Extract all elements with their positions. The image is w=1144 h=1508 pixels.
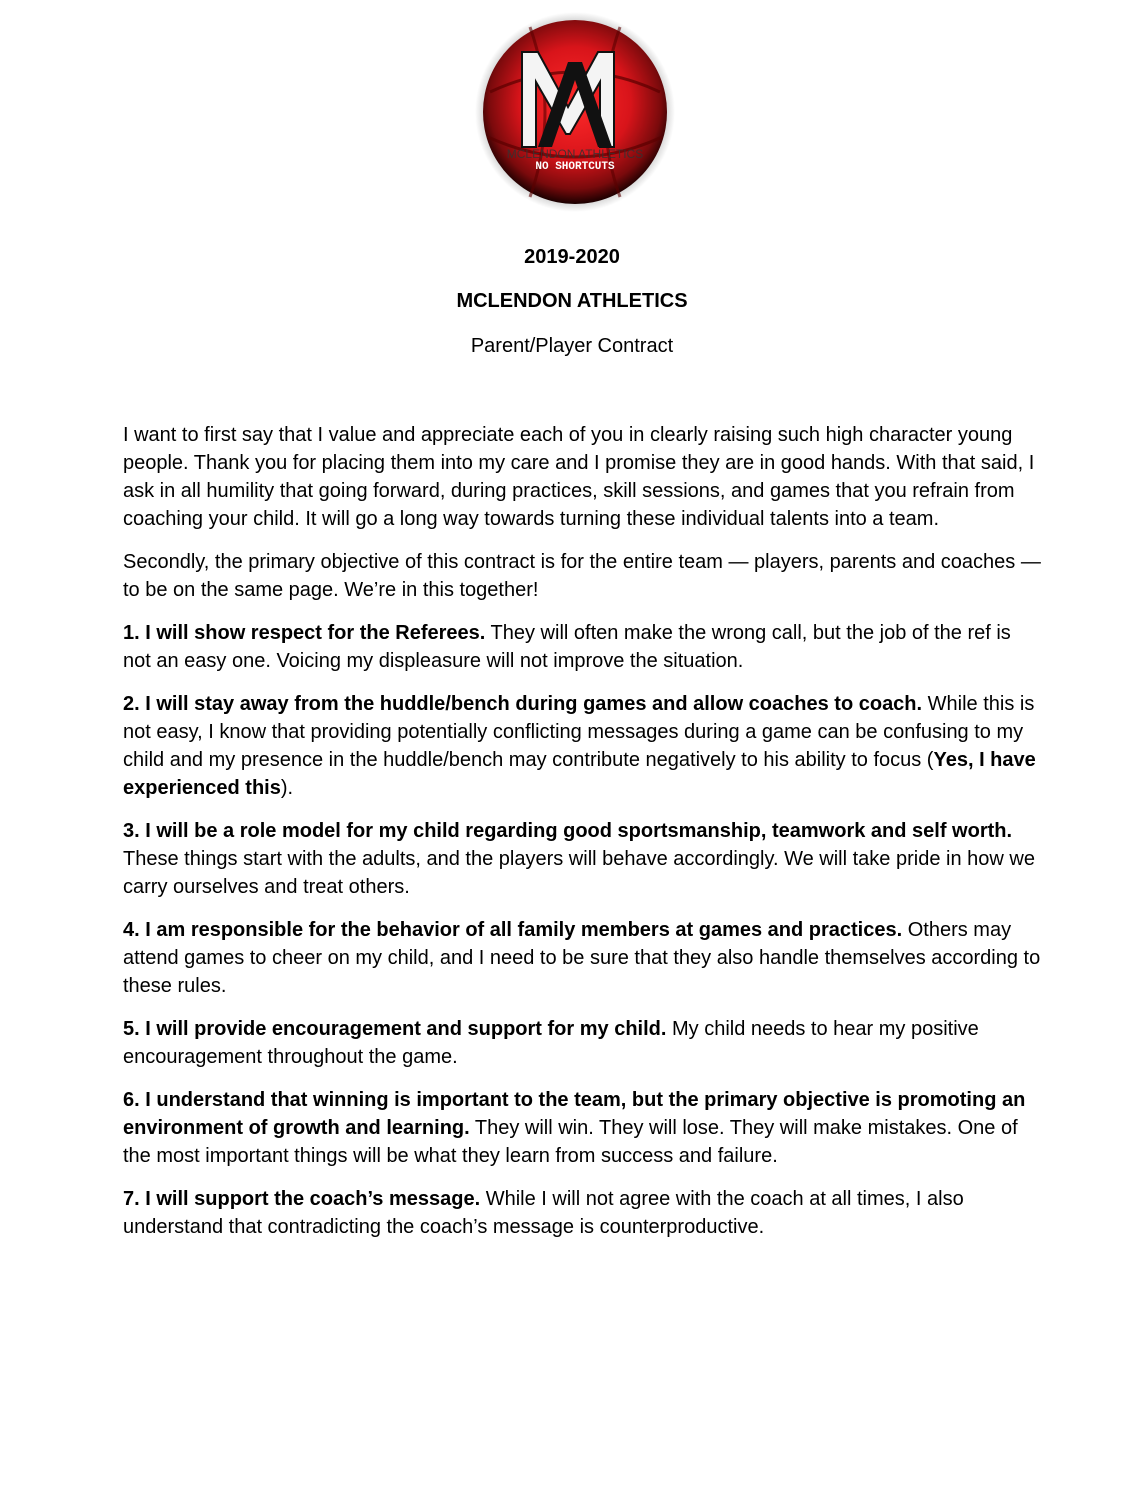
basketball-logo-icon — [470, 12, 680, 212]
rule-5-heading: 5. I will provide encouragement and support for my child. — [123, 1018, 667, 1040]
document-title: Parent/Player Contract — [470, 335, 674, 357]
rule-2-suffix: ). — [280, 777, 294, 799]
rule-7-heading: 7. I will support the coach’s message. — [123, 1188, 481, 1210]
logo-ring-text: MCLENDON ATHLETICS — [506, 147, 644, 161]
rule-3-text: These things start with the adults, and the players will behave accordingly. We will take pride in how we carry ourselves and treat others. — [123, 848, 1035, 898]
rule-2-text: While this is not easy, I know that providing potentially conflicting messages during a game can be confusing to my child and my presence in the huddle/bench may contribute negatively to his ability to focus ( — [123, 693, 1035, 771]
mclendon-athletics-logo — [470, 12, 680, 212]
rule-5 — [123, 1015, 1043, 1071]
rule-3 — [123, 817, 1043, 901]
rule-2-heading: 2. I will stay away from the huddle/bench during games and allow coaches to coach. — [123, 693, 923, 715]
rule-6-text: They will win. They will lose. They will make mistakes. One of the most important things will be what they learn from success and failure. — [123, 1117, 1018, 1167]
rule-1 — [123, 619, 1043, 675]
rule-2-emphasis: Yes, I have experienced this — [123, 749, 1036, 799]
rule-1-text: They will often make the wrong call, but the job of the ref is not an easy one. Voicing my displeasure will not improve the situation. — [123, 622, 1011, 672]
rule-2 — [123, 690, 1043, 802]
rule-4 — [123, 916, 1043, 1000]
intro-paragraph-2: Secondly, the primary objective of this contract is for the entire team — players, parents and coaches — to be on the same page. We’re in this together! — [123, 551, 1041, 601]
rule-4-heading: 4. I am responsible for the behavior of all family members at games and practices. — [123, 919, 903, 941]
organization-name: MCLENDON ATHLETICS — [456, 290, 688, 312]
rule-6-heading: 6. I understand that winning is important to the team, but the primary objective is promoting an environment of growth and learning. — [123, 1089, 1026, 1139]
intro-paragraph-1: I want to first say that I value and appreciate each of you in clearly raising such high character young people. Thank you for placing them into my care and I promise they are in good hands. With that said, I ask in all humility that going forward, during practices, skill sessions, and games that you refrain from coaching your child. It will go a long way towards turning these individual talents into a team. — [123, 424, 1035, 530]
rule-3-heading: 3. I will be a role model for my child regarding good sportsmanship, teamwork and self worth. — [123, 820, 1013, 842]
rule-6 — [123, 1086, 1043, 1170]
rule-7-text: While I will not agree with the coach at all times, I also understand that contradicting the coach’s message is counterproductive. — [123, 1188, 964, 1238]
contract-year: 2019-2020 — [524, 246, 620, 268]
rule-4-text: Others may attend games to cheer on my child, and I need to be sure that they also handle themselves according to these rules. — [123, 919, 1041, 997]
rule-5-text: My child needs to hear my positive encouragement throughout the game. — [123, 1018, 979, 1068]
rule-1-heading: 1. I will show respect for the Referees. — [123, 622, 486, 644]
rule-7 — [123, 1185, 1043, 1241]
contract-body — [123, 421, 1043, 1256]
logo-tagline: NO SHORTCUTS — [535, 161, 615, 173]
